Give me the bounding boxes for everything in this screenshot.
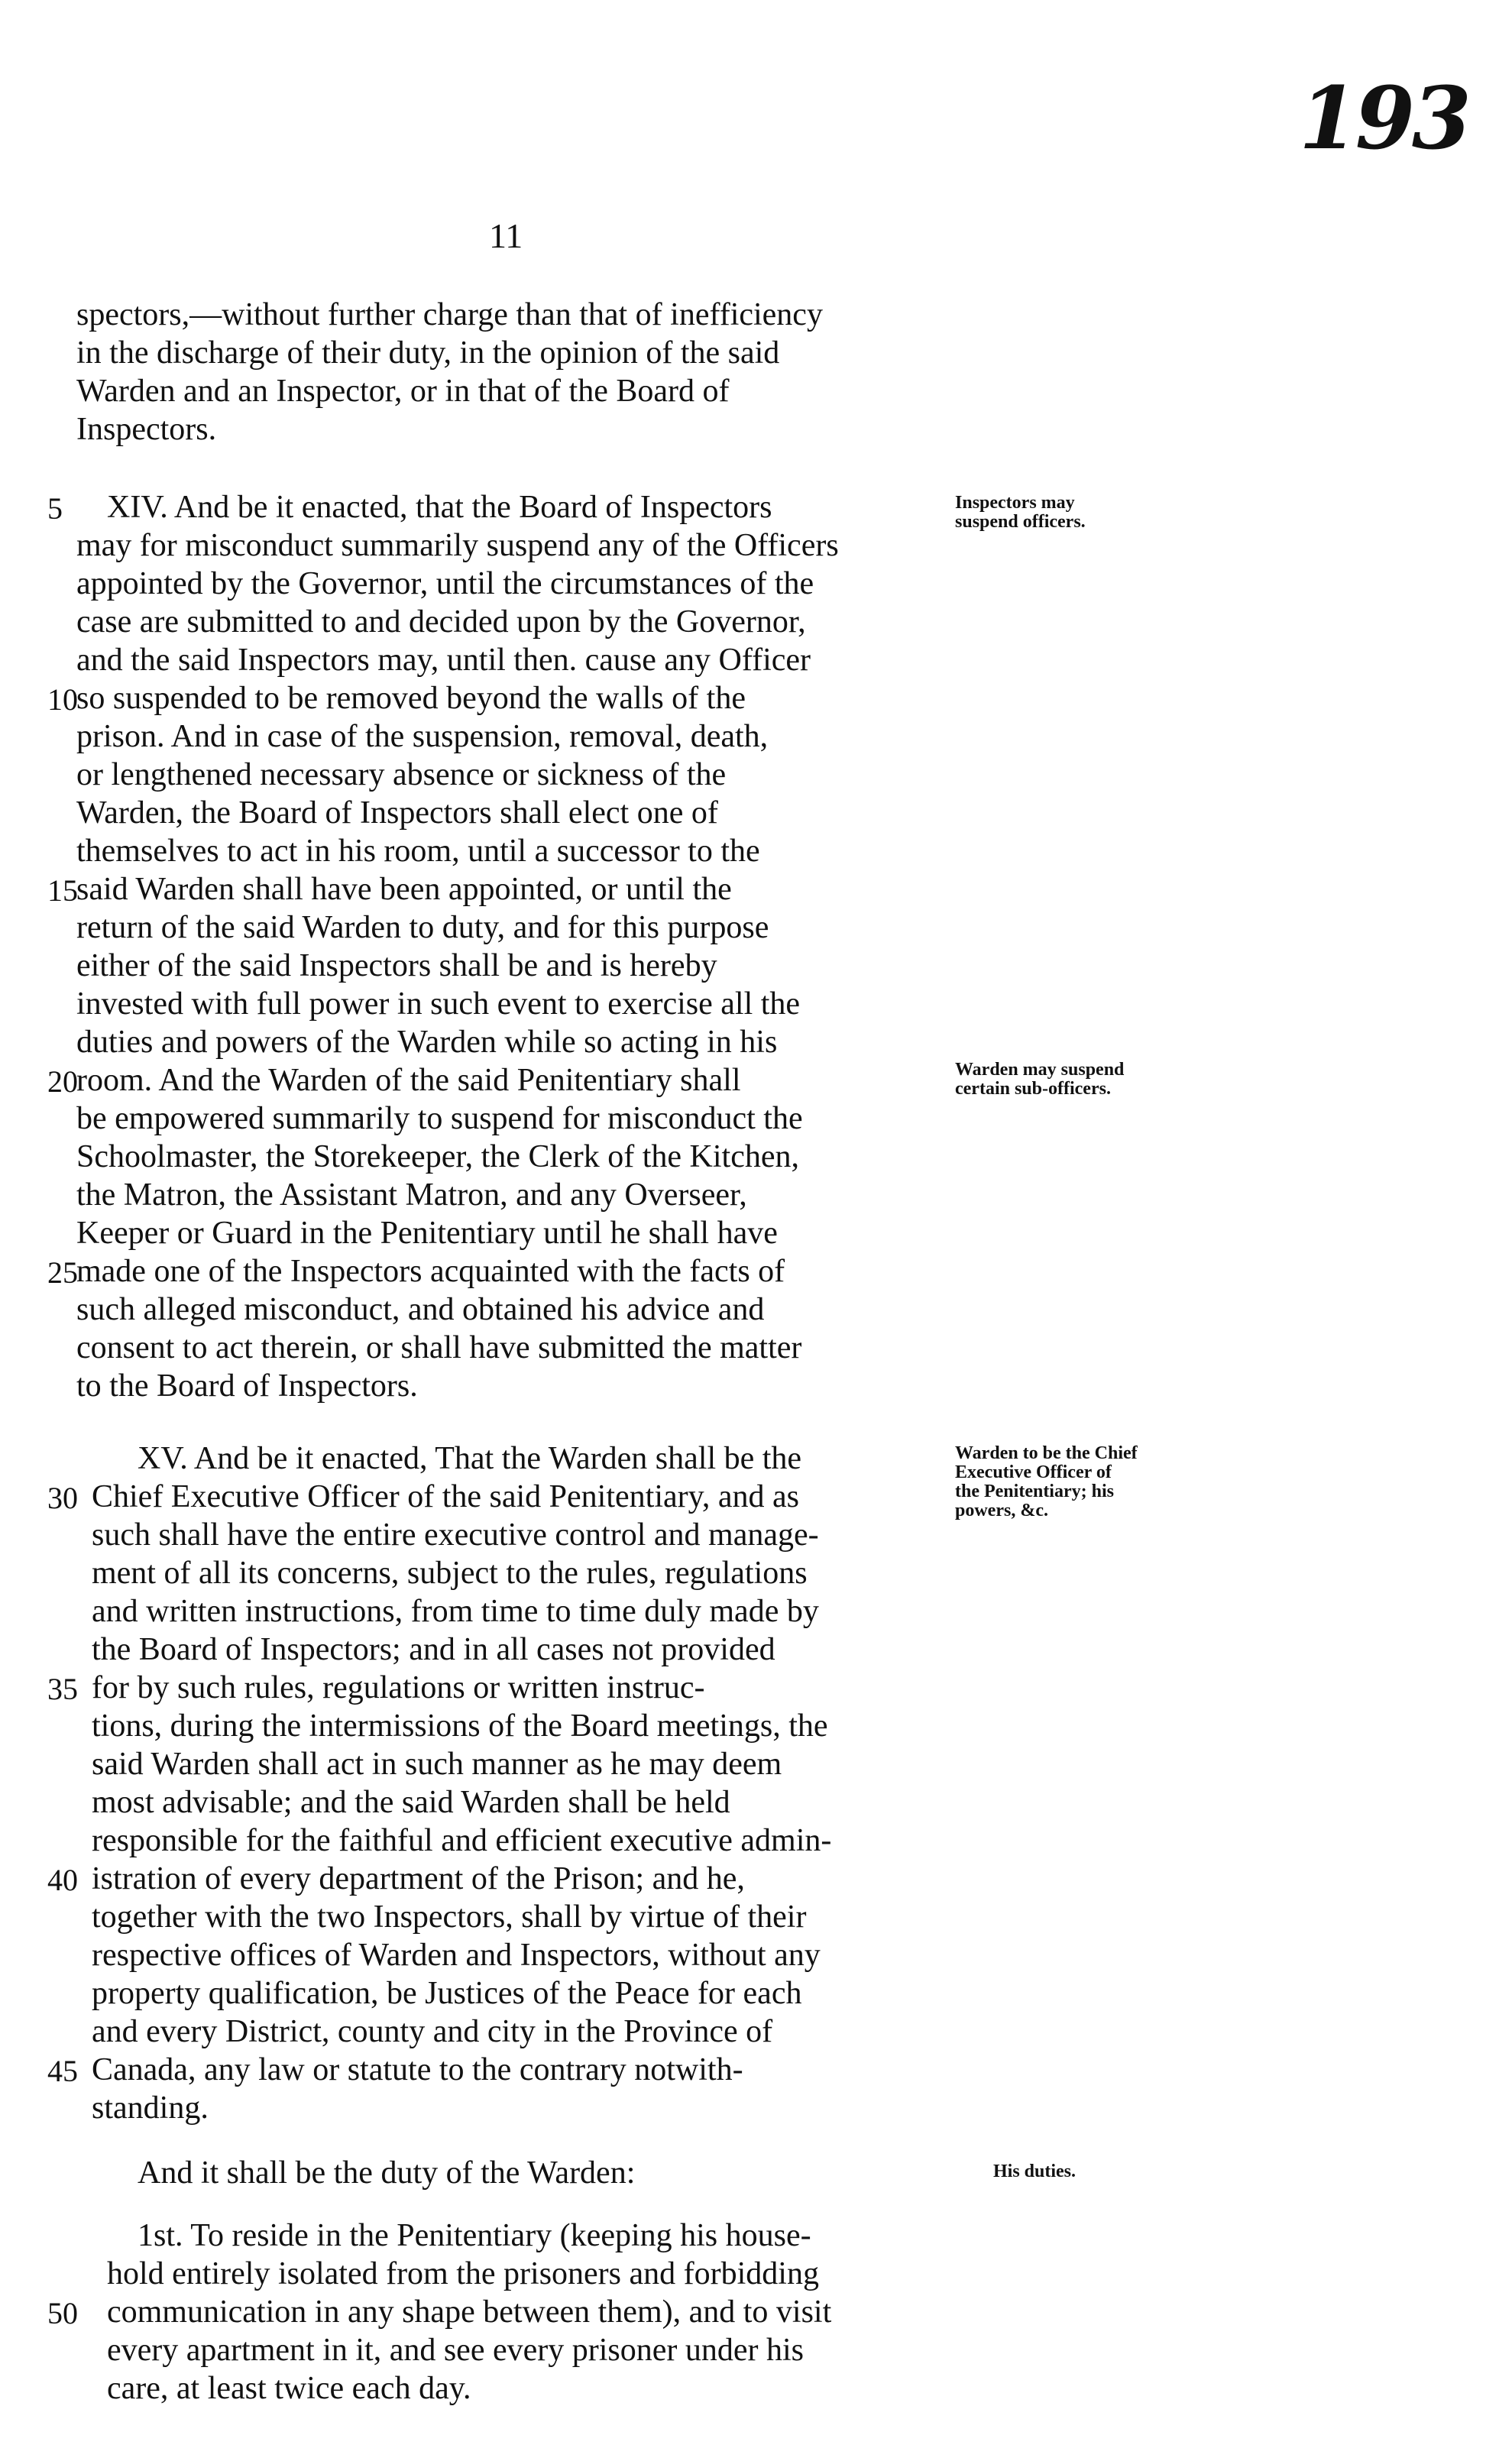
text-line bbox=[0, 1669, 1512, 1708]
page-number: 11 bbox=[489, 216, 523, 255]
text-line bbox=[0, 947, 1512, 986]
text-line bbox=[0, 2294, 1512, 2332]
line-text: Canada, any law or statute to the contrary notwith- bbox=[92, 2052, 743, 2087]
line-text: And it shall be the duty of the Warden: bbox=[138, 2155, 636, 2191]
line-text: the Matron, the Assistant Matron, and any Overseer, bbox=[76, 1177, 747, 1213]
line-text: return of the said Warden to duty, and for this purpose bbox=[76, 910, 769, 945]
text-line bbox=[0, 871, 1512, 909]
line-text: may for misconduct summarily suspend any of the Officers bbox=[76, 528, 839, 563]
text-line bbox=[0, 1593, 1512, 1631]
line-text: invested with full power in such event to exercise all the bbox=[76, 986, 801, 1022]
line-text: istration of every department of the Prison; and he, bbox=[92, 1861, 745, 1896]
line-text: hold entirely isolated from the prisoners and forbidding bbox=[107, 2256, 819, 2291]
folio-number: 193 bbox=[1299, 69, 1468, 169]
line-number: 25 bbox=[47, 1255, 78, 1290]
line-text: and written instructions, from time to time duly made by bbox=[92, 1594, 819, 1629]
line-text: respective offices of Warden and Inspectors, without any bbox=[92, 1938, 821, 1973]
text-line bbox=[0, 2256, 1512, 2294]
line-text: Inspectors. bbox=[76, 412, 217, 447]
text-line bbox=[0, 335, 1512, 373]
line-number: 45 bbox=[47, 2054, 78, 2088]
line-text: communication in any shape between them), and to visit bbox=[107, 2294, 832, 2330]
line-text: or lengthened necessary absence or sickness of the bbox=[76, 757, 727, 792]
line-text: together with the two Inspectors, shall by virtue of their bbox=[92, 1899, 807, 1935]
line-number: 15 bbox=[47, 873, 78, 908]
text-line bbox=[0, 2217, 1512, 2256]
line-text: property qualification, be Justices of the Peace for each bbox=[92, 1976, 802, 2011]
text-line bbox=[0, 1291, 1512, 1329]
text-line bbox=[0, 1708, 1512, 1746]
text-line bbox=[0, 1024, 1512, 1062]
line-text: such shall have the entire executive control and manage- bbox=[92, 1517, 819, 1553]
text-line bbox=[0, 756, 1512, 795]
text-line bbox=[0, 642, 1512, 680]
line-text: case are submitted to and decided upon by the Governor, bbox=[76, 604, 806, 640]
line-text: XV. And be it enacted, That the Warden shall be the bbox=[138, 1441, 802, 1476]
line-text: room. And the Warden of the said Penitentiary shall bbox=[76, 1063, 741, 1098]
line-text: for by such rules, regulations or written instruc- bbox=[92, 1670, 705, 1705]
line-text: duties and powers of the Warden while so acting in his bbox=[76, 1025, 778, 1060]
line-number: 40 bbox=[47, 1863, 78, 1897]
text-line bbox=[0, 1100, 1512, 1138]
text-line bbox=[0, 1822, 1512, 1860]
margin-note: Warden to be the Chief Executive Officer of the Penitentiary; his powers, &c. bbox=[955, 1443, 1138, 1520]
line-number: 30 bbox=[47, 1481, 78, 1515]
margin-note: His duties. bbox=[993, 2162, 1077, 2181]
line-text: be empowered summarily to suspend for misconduct the bbox=[76, 1101, 803, 1136]
line-text: so suspended to be removed beyond the walls of the bbox=[76, 681, 746, 716]
line-number: 10 bbox=[47, 682, 78, 717]
text-line bbox=[0, 1138, 1512, 1177]
text-line bbox=[0, 604, 1512, 642]
line-text: such alleged misconduct, and obtained his advice and bbox=[76, 1292, 765, 1327]
text-line bbox=[0, 1440, 1512, 1478]
line-number: 35 bbox=[47, 1672, 78, 1706]
text-line bbox=[0, 1253, 1512, 1291]
text-line bbox=[0, 1177, 1512, 1215]
line-text: ment of all its concerns, subject to the rules, regulations bbox=[92, 1556, 808, 1591]
margin-note: Inspectors may suspend officers. bbox=[955, 493, 1086, 532]
line-text: Chief Executive Officer of the said Penitentiary, and as bbox=[92, 1479, 800, 1514]
line-text: spectors,—without further charge than that of inefficiency bbox=[76, 297, 823, 332]
line-text: responsible for the faithful and efficient executive admin- bbox=[92, 1823, 832, 1858]
text-line bbox=[0, 1899, 1512, 1937]
text-line bbox=[0, 680, 1512, 718]
text-line bbox=[0, 1329, 1512, 1368]
line-text: said Warden shall have been appointed, or until the bbox=[76, 872, 732, 907]
line-text: Schoolmaster, the Storekeeper, the Clerk of the Kitchen, bbox=[76, 1139, 800, 1174]
line-text: Warden, the Board of Inspectors shall elect one of bbox=[76, 795, 718, 831]
text-line bbox=[0, 1975, 1512, 2013]
text-line bbox=[0, 2370, 1512, 2408]
text-line bbox=[0, 489, 1512, 527]
text-line bbox=[0, 411, 1512, 449]
line-text: in the discharge of their duty, in the opinion of the said bbox=[76, 335, 780, 371]
text-line bbox=[0, 565, 1512, 604]
line-text: the Board of Inspectors; and in all cases not provided bbox=[92, 1632, 775, 1667]
text-line bbox=[0, 909, 1512, 947]
text-line bbox=[0, 1631, 1512, 1669]
line-text: appointed by the Governor, until the circumstances of the bbox=[76, 566, 814, 601]
line-text: to the Board of Inspectors. bbox=[76, 1368, 418, 1404]
text-line bbox=[0, 718, 1512, 756]
line-text: and the said Inspectors may, until then. cause any Officer bbox=[76, 643, 811, 678]
line-text: Keeper or Guard in the Penitentiary until he shall have bbox=[76, 1216, 778, 1251]
text-line bbox=[0, 2332, 1512, 2370]
text-line bbox=[0, 1937, 1512, 1975]
text-line bbox=[0, 1784, 1512, 1822]
line-number: 50 bbox=[47, 2296, 78, 2330]
text-line bbox=[0, 296, 1512, 335]
line-number: 5 bbox=[47, 491, 63, 526]
line-text: every apartment in it, and see every prisoner under his bbox=[107, 2333, 805, 2368]
text-line bbox=[0, 1368, 1512, 1406]
line-text: tions, during the intermissions of the Board meetings, the bbox=[92, 1708, 828, 1744]
line-number: 20 bbox=[47, 1064, 78, 1099]
line-text: either of the said Inspectors shall be and is hereby bbox=[76, 948, 717, 983]
line-text: most advisable; and the said Warden shall be held bbox=[92, 1785, 730, 1820]
line-text: Warden and an Inspector, or in that of the Board of bbox=[76, 374, 730, 409]
margin-note: Warden may suspend certain sub-officers. bbox=[955, 1060, 1125, 1099]
text-line bbox=[0, 2052, 1512, 2090]
text-line bbox=[0, 986, 1512, 1024]
line-text: 1st. To reside in the Penitentiary (keeping his house- bbox=[138, 2218, 811, 2253]
text-line bbox=[0, 2155, 1512, 2193]
text-line bbox=[0, 1478, 1512, 1517]
text-line bbox=[0, 1860, 1512, 1899]
text-line bbox=[0, 1746, 1512, 1784]
line-text: prison. And in case of the suspension, removal, death, bbox=[76, 719, 769, 754]
line-text: said Warden shall act in such manner as he may deem bbox=[92, 1747, 782, 1782]
text-line bbox=[0, 1517, 1512, 1555]
text-line bbox=[0, 2090, 1512, 2128]
text-line bbox=[0, 1555, 1512, 1593]
text-line bbox=[0, 373, 1512, 411]
line-text: made one of the Inspectors acquainted with the facts of bbox=[76, 1254, 785, 1289]
line-text: consent to act therein, or shall have submitted the matter bbox=[76, 1330, 802, 1365]
text-line bbox=[0, 527, 1512, 565]
text-line bbox=[0, 1215, 1512, 1253]
line-text: XIV. And be it enacted, that the Board of Inspectors bbox=[107, 490, 772, 525]
line-text: standing. bbox=[92, 2090, 209, 2126]
text-line bbox=[0, 795, 1512, 833]
text-line bbox=[0, 2013, 1512, 2052]
line-text: care, at least twice each day. bbox=[107, 2371, 471, 2406]
line-text: and every District, county and city in the Province of bbox=[92, 2014, 773, 2049]
text-line bbox=[0, 1062, 1512, 1100]
text-line bbox=[0, 833, 1512, 871]
line-text: themselves to act in his room, until a successor to the bbox=[76, 834, 760, 869]
